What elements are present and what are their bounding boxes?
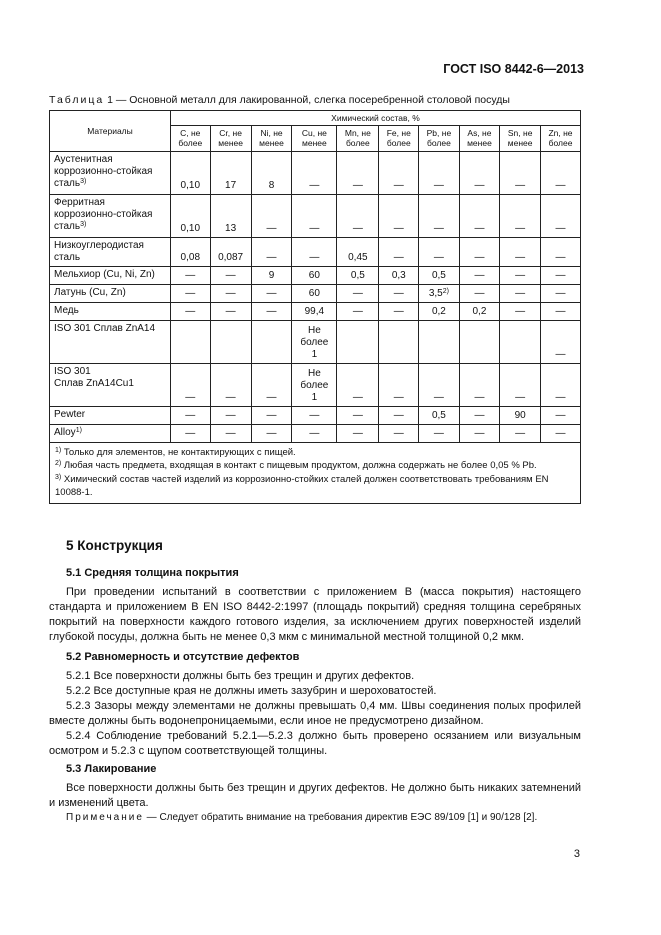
value-cell [337,284,379,302]
value-cell [541,406,581,424]
value-text: — [266,409,277,421]
value-cell [459,424,500,442]
value-cell [419,424,459,442]
value-text: — [225,269,236,281]
value-text: — [393,305,404,317]
header-element: Cr, не менее [210,126,251,151]
value-cell [337,363,379,406]
value-text: — [225,305,236,317]
value-cell [419,406,459,424]
value-cell [379,363,419,406]
value-text: — [352,427,363,439]
value-cell [337,320,379,363]
table-header-row [50,111,581,126]
value-cell [337,151,379,194]
value-cell [459,194,500,237]
value-text: — [555,251,566,263]
value-cell [541,363,581,406]
document-header: ГОСТ ISO 8442-6—2013 [443,62,584,76]
material-name: Ферритная коррозионно-стойкая сталь [54,196,153,232]
section-5-2-2-text: 5.2.2 Все доступные края не должны иметь зазубрин и шероховатостей. [66,685,437,697]
value-cell [379,406,419,424]
value-cell [210,320,251,363]
footnote-text: Только для элементов, не контактирующих с пищей. [61,446,296,458]
header-materials: Материалы [50,111,171,152]
value-cell [171,363,211,406]
value-cell [171,406,211,424]
value-text: 17 [225,179,237,191]
footnote [55,446,575,460]
value-text: — [352,391,363,403]
value-text: — [555,222,566,234]
value-text: — [555,427,566,439]
value-cell [337,406,379,424]
footnote-reference: 3) [80,220,87,228]
value-text: — [393,391,404,403]
value-text: 0,45 [348,251,368,263]
value-cell [541,266,581,284]
table-row [50,302,581,320]
value-text: — [515,287,526,299]
value-cell [419,320,459,363]
value-text: 3,5 [428,287,443,299]
value-text: — [515,179,526,191]
value-text: — [515,427,526,439]
value-text: — [515,391,526,403]
section-5-2-3-text: 5.2.3 Зазоры между элементами не должны превышать 0,4 мм. Швы соединения полых профилей вместе должны быть водонепроницаемыми, если иное не предусмотрено дизайном. [49,700,581,727]
value-text: — [515,305,526,317]
value-cell [210,363,251,406]
value-text: — [474,251,485,263]
value-cell [292,302,337,320]
value-text: — [433,251,444,263]
value-text: — [474,427,485,439]
value-cell [459,266,500,284]
value-cell [251,151,292,194]
value-text: — [393,179,404,191]
note [66,812,537,823]
chemical-composition-table [49,110,581,504]
value-cell [292,363,337,406]
value-text: — [266,251,277,263]
value-text: — [266,222,277,234]
header-chemical-composition: Химический состав, % [171,111,581,126]
material-name-cell [50,194,171,237]
value-cell [171,302,211,320]
value-cell [541,237,581,266]
value-cell [379,302,419,320]
value-cell [379,284,419,302]
value-text: — [352,222,363,234]
table-row [50,151,581,194]
value-cell [292,266,337,284]
value-cell [419,194,459,237]
value-text: — [185,305,196,317]
material-name: Аустенитная коррозионно-стойкая сталь [54,153,153,189]
value-text: — [266,305,277,317]
value-text: — [555,409,566,421]
value-cell [500,406,541,424]
value-cell [171,424,211,442]
footnote-reference: 1) [75,426,82,434]
value-cell [541,284,581,302]
value-text: 8 [268,179,275,191]
material-name: Низкоуглеродистая сталь [54,239,144,263]
value-cell [210,284,251,302]
value-cell [379,320,419,363]
table-row [50,194,581,237]
value-text: — [393,409,404,421]
value-text: — [474,179,485,191]
value-text: — [393,427,404,439]
value-text: — [309,222,320,234]
value-text: — [266,287,277,299]
value-text: — [185,269,196,281]
value-cell [251,266,292,284]
header-element: Mn, не более [337,126,379,151]
note-label: Примечание [66,812,144,823]
section-5-title: 5 Конструкция [66,538,163,553]
material-name: Медь [54,304,79,316]
value-cell [337,194,379,237]
value-text: — [555,179,566,191]
value-cell [292,284,337,302]
value-cell [541,424,581,442]
section-5-3-text: Все поверхности должны быть без трещин и других дефектов. Не должно быть никаких затемнений и изменений цвета. [49,782,581,809]
value-text: — [474,409,485,421]
table-row [50,237,581,266]
value-text: — [474,269,485,281]
value-text: 0,10 [180,179,201,191]
material-name-cell [50,302,171,320]
value-text: — [515,222,526,234]
material-name-cell [50,320,171,363]
value-text: — [225,287,236,299]
section-5-3-title: 5.3 Лакирование [66,763,157,775]
value-text: — [352,179,363,191]
value-text: — [309,179,320,191]
table-row [50,363,581,406]
value-text: 0,5 [350,269,365,281]
table-caption [49,94,510,106]
value-text: Не более 1 [300,367,329,403]
value-cell [419,302,459,320]
value-cell [251,406,292,424]
value-cell [251,194,292,237]
table-row [50,406,581,424]
value-text: — [555,391,566,403]
value-cell [171,320,211,363]
value-text: 0,2 [472,305,487,317]
value-cell [500,424,541,442]
value-cell [459,237,500,266]
note-text: — Следует обратить внимание на требования директив ЕЭС 89/109 [1] и 90/128 [2]. [143,812,538,823]
table-body [50,151,581,503]
header-element: Cu, не менее [292,126,337,151]
value-cell [379,237,419,266]
value-text: 13 [225,222,237,234]
value-text: — [474,391,485,403]
value-text: 0,3 [391,269,406,281]
value-text: 0,5 [431,409,446,421]
value-text: 99,4 [304,305,325,317]
value-text: 60 [308,287,320,299]
value-cell [419,266,459,284]
material-name-cell [50,151,171,194]
value-text: — [352,305,363,317]
table-caption-text: 1 — Основной металл для лакированной, слегка посеребренной столовой посуды [107,94,510,106]
material-name-cell [50,406,171,424]
value-text: — [266,427,277,439]
value-text: 0,2 [431,305,446,317]
value-cell [171,266,211,284]
value-cell [292,151,337,194]
value-text: — [266,391,277,403]
table-row [50,284,581,302]
table-row [50,266,581,284]
value-cell [337,266,379,284]
value-cell [419,284,459,302]
value-text: — [309,427,320,439]
value-cell [459,406,500,424]
material-name: Латунь (Cu, Zn) [54,286,126,298]
value-text: — [393,222,404,234]
page-number: 3 [573,848,580,860]
value-cell [379,266,419,284]
table-footnotes [50,442,581,503]
material-name-cell [50,237,171,266]
material-name-cell [50,363,171,406]
footnote-text: Любая часть предмета, входящая в контакт с пищевым продуктом, должна содержать не более 0,05 % Pb. [61,460,537,472]
value-cell [459,363,500,406]
section-5-1-text: При проведении испытаний в соответствии с приложением В (масса покрытия) настоящего стандарта и приложением В EN ISO 8442-2:1997 (площадь покрытий) средняя толщина серебряных покрытий на поверхности каждого готового изделия, за исключением других поверхностей изделий глубокой посуды, должна быть не менее 0,3 мкм с минимальной местной толщиной 0,2 мкм. [49,586,581,643]
value-text: 0,08 [180,251,201,263]
value-cell [337,302,379,320]
value-text: — [309,251,320,263]
value-text: — [433,427,444,439]
value-cell [541,302,581,320]
value-cell [292,194,337,237]
value-text: — [309,409,320,421]
material-name-cell [50,424,171,442]
value-text: — [225,391,236,403]
footnote [55,459,575,473]
value-text: 0,5 [431,269,446,281]
value-cell [210,194,251,237]
value-cell [500,237,541,266]
value-text: — [555,269,566,281]
material-name: Мельхиор (Cu, Ni, Zn) [54,268,155,280]
value-cell [171,284,211,302]
value-cell [251,237,292,266]
value-cell [251,320,292,363]
value-text: — [474,222,485,234]
value-cell [251,302,292,320]
value-text: — [474,287,485,299]
value-cell [419,237,459,266]
value-text: 0,087 [218,251,244,263]
value-text: — [393,251,404,263]
footnote-mark: 2) [55,460,62,468]
material-name: Pewter [54,408,86,420]
section-5-2-1-text: 5.2.1 Все поверхности должны быть без трещин и других дефектов. [66,670,415,682]
section-5-2-4-text: 5.2.4 Соблюдение требований 5.2.1—5.2.3 должно быть проверено осязанием или визуальным осмотром и 5.2.3 с щупом соответствующей толщины. [49,730,581,757]
value-text: — [555,287,566,299]
section-5-1-title: 5.1 Средняя толщина покрытия [66,567,239,579]
header-element: Pb, не более [419,126,459,151]
value-cell [500,194,541,237]
value-cell [337,424,379,442]
value-text: — [225,409,236,421]
value-text: — [555,305,566,317]
value-cell [379,424,419,442]
value-text: — [433,222,444,234]
value-cell [500,363,541,406]
value-cell [500,284,541,302]
table-caption-label: Таблица [49,94,105,106]
value-cell [379,194,419,237]
value-cell [292,424,337,442]
footnote-text: Химический состав частей изделий из коррозионно-стойких сталей должен соответствовать требованиям EN 10088-1. [55,474,549,498]
value-cell [292,237,337,266]
value-text: — [515,269,526,281]
value-cell [210,151,251,194]
value-cell [541,194,581,237]
value-cell [459,320,500,363]
value-cell [337,237,379,266]
header-element: Sn, не менее [500,126,541,151]
value-cell [210,302,251,320]
value-text: — [185,287,196,299]
value-text: — [393,287,404,299]
value-text: — [185,427,196,439]
value-cell [210,266,251,284]
value-text: Не более 1 [300,324,329,360]
value-cell [171,194,211,237]
value-cell [251,363,292,406]
material-name: Alloy [54,426,76,438]
value-text: — [225,427,236,439]
value-cell [541,151,581,194]
value-cell [210,424,251,442]
material-name: ISO 301 Сплав ZnA14Cu1 [54,365,134,389]
footnote-mark: 1) [55,446,62,454]
value-cell [210,406,251,424]
value-text: — [433,391,444,403]
value-text: 9 [268,269,275,281]
header-element: C, не более [171,126,211,151]
value-cell [379,151,419,194]
value-cell [251,424,292,442]
material-name-cell [50,284,171,302]
footnote-mark: 3) [55,474,62,482]
value-cell [459,302,500,320]
table-footnotes-row [50,442,581,503]
value-cell [459,284,500,302]
value-cell [171,151,211,194]
value-text: — [352,287,363,299]
header-element: Zn, не более [541,126,581,151]
value-text: — [185,391,196,403]
value-cell [500,266,541,284]
value-cell [292,406,337,424]
value-cell [500,151,541,194]
value-text: — [433,179,444,191]
value-text: 60 [308,269,320,281]
material-name: ISO 301 Сплав ZnA14 [54,322,156,334]
value-text: — [515,251,526,263]
footnote-reference: 3) [80,177,87,185]
value-cell [419,363,459,406]
value-text: 0,10 [180,222,201,234]
value-cell [500,320,541,363]
value-cell [541,320,581,363]
value-text: — [352,409,363,421]
value-cell [171,237,211,266]
section-5-2-title: 5.2 Равномерность и отсутствие дефектов [66,651,300,663]
value-cell [251,284,292,302]
value-cell [459,151,500,194]
header-element: As, не менее [459,126,500,151]
value-text: 90 [514,409,526,421]
value-cell [210,237,251,266]
table-row [50,424,581,442]
footnote [55,473,575,500]
value-cell [419,151,459,194]
value-text: — [185,409,196,421]
value-cell [292,320,337,363]
header-element: Ni, не менее [251,126,292,151]
material-name-cell [50,266,171,284]
value-cell [500,302,541,320]
header-element: Fe, не более [379,126,419,151]
table-row [50,320,581,363]
footnote-reference: 2) [442,287,449,295]
value-text: — [555,348,566,360]
